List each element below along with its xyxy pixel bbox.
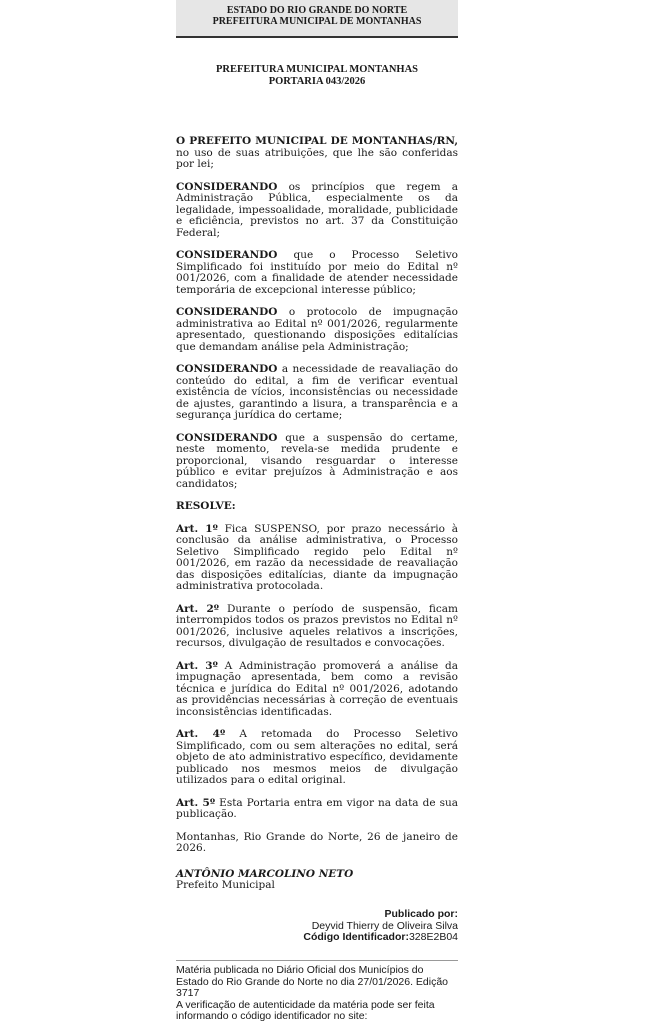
article-1: Art. 1º Fica SUSPENSO, por prazo necessário à conclusão da análise administrativa, o Processo Seletivo Simplificado regido pelo Edital nº 001/2026, em razão da necessidade de reavaliação das disposições editalícias, diante da impugnação administrativa protocolada. <box>176 522 458 592</box>
title-prefecture: PREFEITURA MUNICIPAL MONTANHAS <box>215 64 419 75</box>
article-4: Art. 4º A retomada do Processo Seletivo Simplificado, com ou sem alterações no edital, será objeto de ato administrativo específico, devidamente publicado nos mesmos meios de divulgação utilizados para o edital original. <box>176 728 458 786</box>
document-title <box>176 64 458 88</box>
footer-verification-note: A verificação de autenticidade da matéria pode ser feita informando o código identificador no site: <box>176 998 435 1022</box>
code-label: Código Identificador: <box>303 931 409 943</box>
considering-3: CONSIDERANDO o protocolo de impugnação administrativa ao Edital nº 001/2026, regularmente apresentado, questionando disposições editalícias que demandam análise pela Administração; <box>176 306 458 353</box>
code-value: 328E2B04 <box>408 931 458 943</box>
article-5: Art. 5º Esta Portaria entra em vigor na data de sua publicação. <box>176 796 458 820</box>
place-date: Montanhas, Rio Grande do Norte, 26 de janeiro de 2026. <box>176 830 458 854</box>
considering-2: CONSIDERANDO que o Processo Seletivo Simplificado foi instituído por meio do Edital nº 001/2026, com a finalidade de atender necessidade temporária de excepcional interesse público; <box>176 249 458 296</box>
header-prefecture: PREFEITURA MUNICIPAL DE MONTANHAS <box>212 16 422 27</box>
gazette-header <box>176 0 458 38</box>
considering-1: CONSIDERANDO os princípios que regem a Administração Pública, especialmente os da legalidade, impessoalidade, moralidade, publicidade e eficiência, previstos no art. 37 da Constituição Federal; <box>176 180 458 239</box>
published-by-label: Publicado por: <box>384 908 458 920</box>
signer-role: Prefeito Municipal <box>176 879 275 891</box>
footer-publication-note: Matéria publicada no Diário Oficial dos Municípios do Estado do Rio Grande do Norte no dia 27/01/2026. Edição 3717 <box>176 964 449 999</box>
considering-4: CONSIDERANDO a necessidade de reavaliação do conteúdo do edital, a fim de verificar eventual existência de vícios, inconsistências ou necessidade de ajustes, garantindo a lisura, a transparência e a segurança jurídica do certame; <box>176 363 458 421</box>
article-3: Art. 3º A Administração promoverá a análise da impugnação apresentada, bem como a revisão técnica e jurídica do Edital nº 001/2026, adotando as providências necessárias à correção de eventuais inconsistências identificadas. <box>176 659 458 718</box>
intro-paragraph: O PREFEITO MUNICIPAL DE MONTANHAS/RN, no uso de suas atribuições, que lhe são conferidas por lei; <box>176 135 458 170</box>
title-portaria: PORTARIA 043/2026 <box>268 76 366 87</box>
gazette-footer <box>176 960 458 1023</box>
signature-block <box>176 869 458 892</box>
article-2: Art. 2º Durante o período de suspensão, ficam interrompidos todos os prazos previstos no Edital nº 001/2026, inclusive aqueles relativos a inscrições, recursos, divulgação de resultados e convocações. <box>176 602 458 649</box>
publisher-name: Deyvid Thierry de Oliveira Silva <box>311 919 458 932</box>
resolve-heading: RESOLVE: <box>176 500 236 512</box>
signer-name: ANTÔNIO MARCOLINO NETO <box>176 867 354 880</box>
document-body <box>176 136 458 892</box>
publication-info <box>176 909 458 944</box>
header-state: ESTADO DO RIO GRANDE DO NORTE <box>226 5 408 16</box>
considering-5: CONSIDERANDO que a suspensão do certame, neste momento, revela-se medida prudente e proporcional, visando resguardar o interesse público e evitar prejuízos à Administração e aos candidatos; <box>176 431 458 490</box>
